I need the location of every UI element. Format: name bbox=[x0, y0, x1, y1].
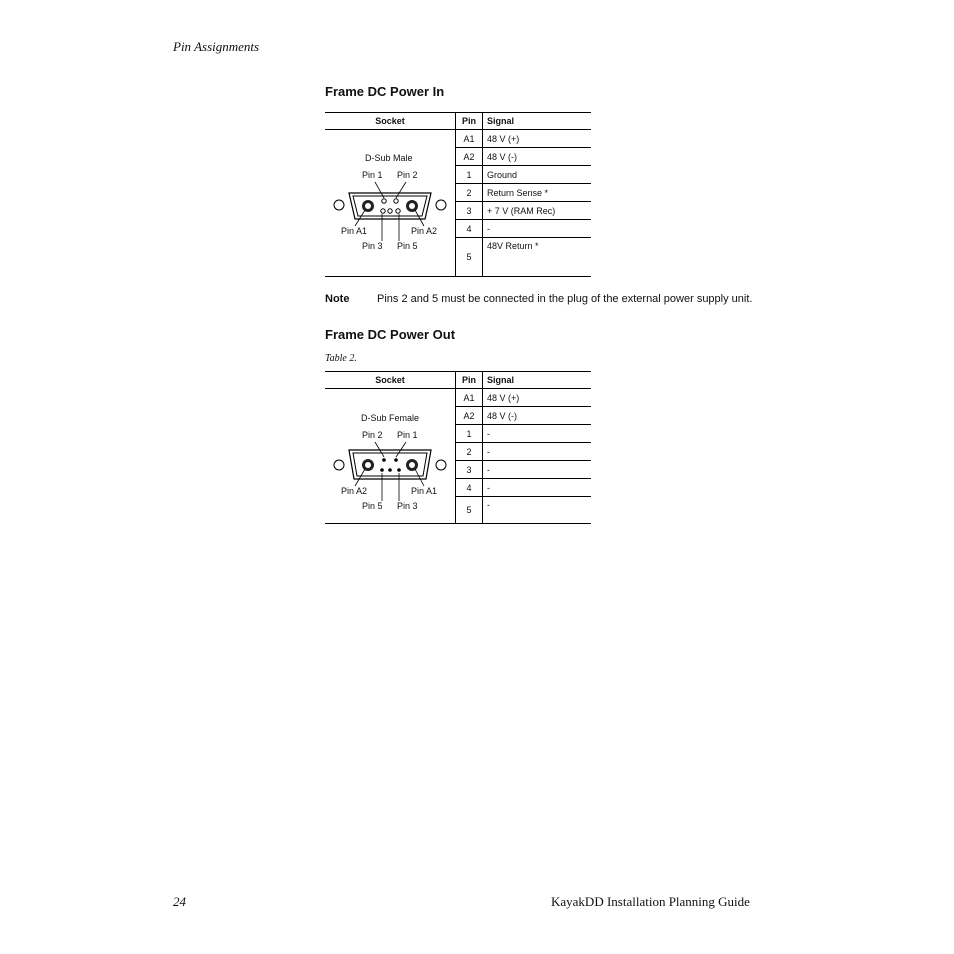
signal-cell: + 7 V (RAM Rec) bbox=[483, 202, 592, 220]
note-label: Note bbox=[325, 293, 350, 305]
pin-cell: A1 bbox=[456, 389, 483, 407]
signal-cell: 48 V (+) bbox=[483, 389, 592, 407]
label-pin-a1: Pin A1 bbox=[411, 486, 438, 496]
diagram-title: D-Sub Female bbox=[361, 413, 420, 423]
signal-cell: Return Sense * bbox=[483, 184, 592, 202]
pin-cell: 3 bbox=[456, 202, 483, 220]
pin-cell: 4 bbox=[456, 479, 483, 497]
pin-cell: 4 bbox=[456, 220, 483, 238]
pin-cell: A1 bbox=[456, 130, 483, 148]
table-row bbox=[325, 130, 591, 148]
table-caption: Table 2. bbox=[325, 353, 357, 364]
label-pin-2: Pin 2 bbox=[362, 430, 383, 440]
label-pin-a1: Pin A1 bbox=[341, 226, 368, 236]
guide-title: KayakDD Installation Planning Guide bbox=[551, 894, 750, 909]
label-pin-5: Pin 5 bbox=[362, 501, 383, 511]
dsub-male-diagram bbox=[325, 130, 455, 276]
signal-cell: - bbox=[483, 461, 592, 479]
page-number: 24 bbox=[173, 894, 186, 909]
table-header-row bbox=[325, 372, 591, 389]
signal-cell: - bbox=[483, 497, 592, 524]
signal-cell: 48V Return * bbox=[483, 238, 592, 277]
label-pin-a2: Pin A2 bbox=[341, 486, 368, 496]
label-pin-2: Pin 2 bbox=[397, 170, 418, 180]
header-signal: Signal bbox=[483, 113, 592, 130]
table-row bbox=[325, 389, 591, 407]
connector-female-drawing bbox=[325, 389, 455, 523]
label-pin-3: Pin 3 bbox=[397, 501, 418, 511]
section-heading-power-out: Frame DC Power Out bbox=[325, 327, 456, 342]
signal-cell: - bbox=[483, 425, 592, 443]
signal-cell: Ground bbox=[483, 166, 592, 184]
dsub-female-diagram bbox=[325, 389, 455, 523]
pin-cell: 1 bbox=[456, 166, 483, 184]
pin-cell: 5 bbox=[456, 497, 483, 524]
pin-table-power-out bbox=[325, 371, 591, 524]
diagram-title: D-Sub Male bbox=[365, 153, 413, 163]
header-signal: Signal bbox=[483, 372, 592, 389]
header-socket: Socket bbox=[325, 113, 456, 130]
signal-cell: 48 V (+) bbox=[483, 130, 592, 148]
socket-diagram-cell bbox=[325, 130, 456, 277]
pin-table-power-in bbox=[325, 112, 591, 277]
running-head: Pin Assignments bbox=[173, 39, 260, 54]
pin-cell: 2 bbox=[456, 184, 483, 202]
signal-cell: - bbox=[483, 443, 592, 461]
signal-cell: - bbox=[483, 479, 592, 497]
pin-cell: 2 bbox=[456, 443, 483, 461]
socket-diagram-cell bbox=[325, 389, 456, 524]
section-heading-power-in: Frame DC Power In bbox=[325, 84, 445, 99]
label-pin-a2: Pin A2 bbox=[411, 226, 438, 236]
header-pin: Pin bbox=[456, 372, 483, 389]
pin-cell: 5 bbox=[456, 238, 483, 277]
label-pin-3: Pin 3 bbox=[362, 241, 383, 251]
pin-cell: A2 bbox=[456, 148, 483, 166]
pin-cell: A2 bbox=[456, 407, 483, 425]
signal-cell: 48 V (-) bbox=[483, 407, 592, 425]
signal-cell: - bbox=[483, 220, 592, 238]
connector-male-drawing bbox=[325, 130, 455, 276]
note-text: Pins 2 and 5 must be connected in the plug of the external power supply unit. bbox=[377, 293, 753, 305]
table-header-row bbox=[325, 113, 591, 130]
label-pin-1: Pin 1 bbox=[397, 430, 418, 440]
pin-cell: 3 bbox=[456, 461, 483, 479]
header-socket: Socket bbox=[325, 372, 456, 389]
pin-cell: 1 bbox=[456, 425, 483, 443]
header-pin: Pin bbox=[456, 113, 483, 130]
label-pin-1: Pin 1 bbox=[362, 170, 383, 180]
signal-cell: 48 V (-) bbox=[483, 148, 592, 166]
label-pin-5: Pin 5 bbox=[397, 241, 418, 251]
